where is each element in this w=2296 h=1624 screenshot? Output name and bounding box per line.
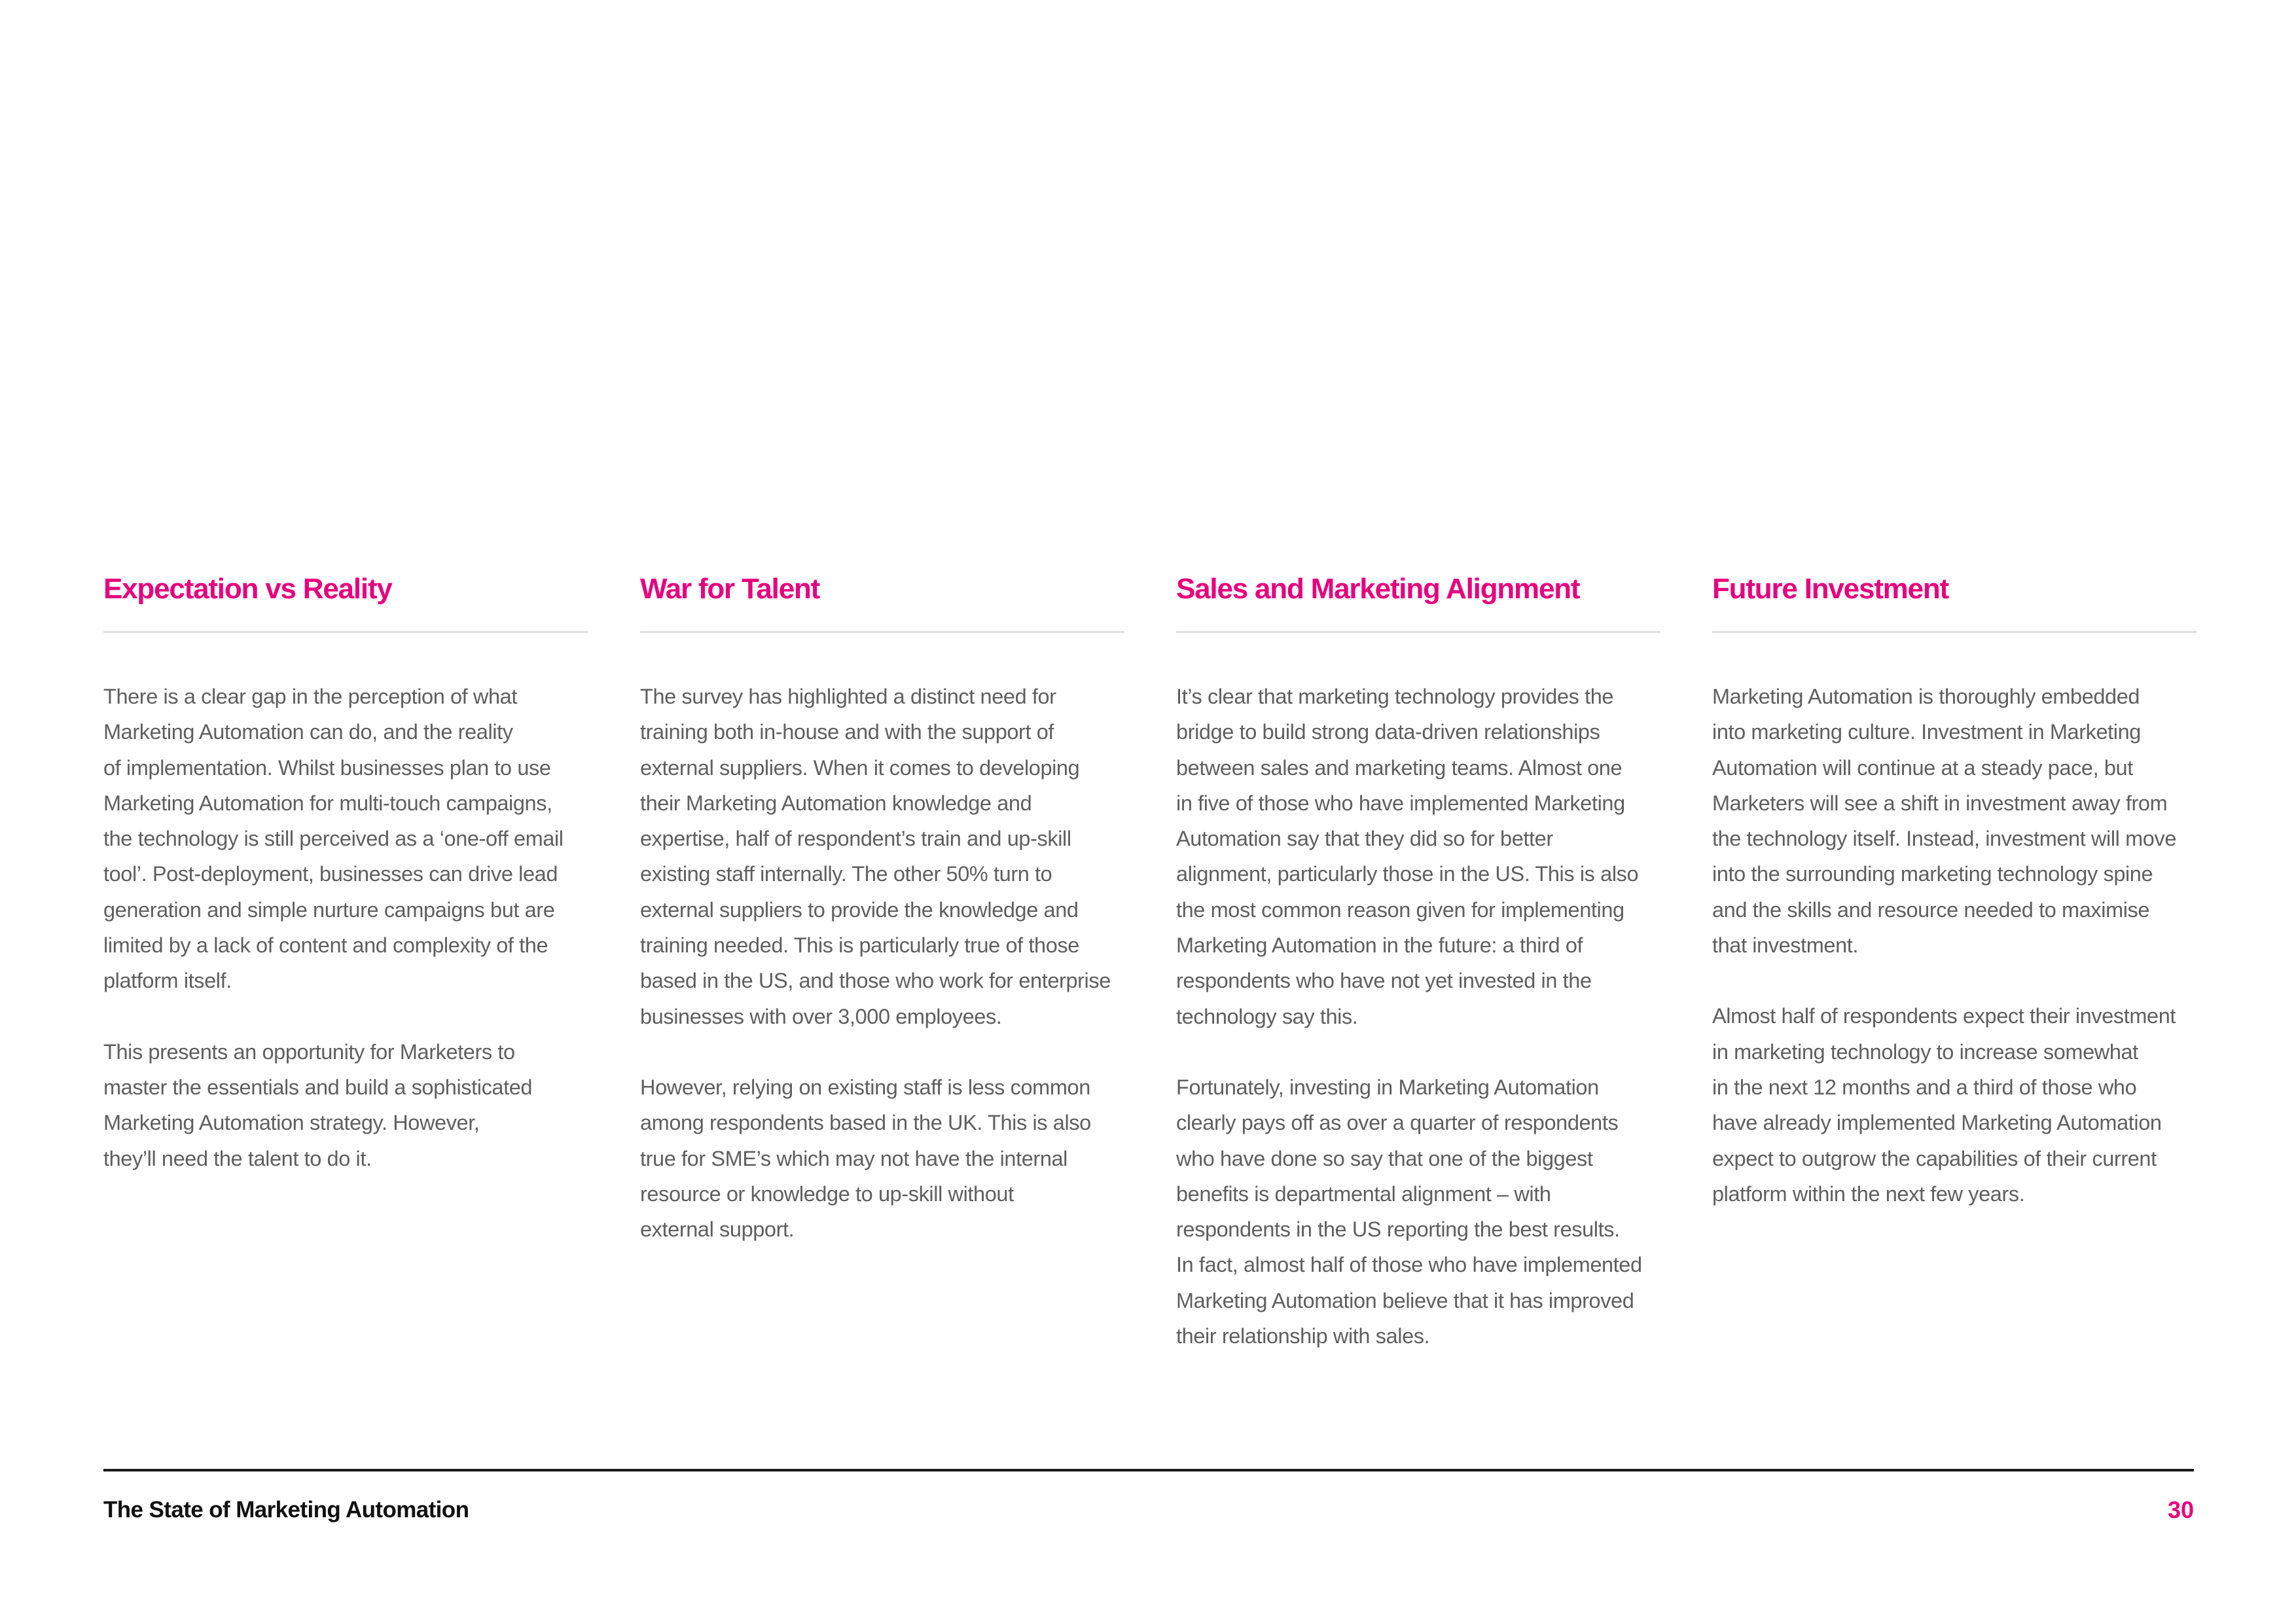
- text-line: the most common reason given for implementing: [1176, 897, 1624, 922]
- text-line: technology say this.: [1176, 1004, 1358, 1028]
- text-line: their Marketing Automation knowledge and: [640, 791, 1032, 815]
- column-divider: [1712, 631, 2197, 633]
- text-line: platform within the next few years.: [1712, 1182, 2025, 1206]
- text-line: However, relying on existing staff is less common: [640, 1075, 1090, 1099]
- text-line: alignment, particularly those in the US. This is also: [1176, 862, 1639, 886]
- text-line: true for SME’s which may not have the internal: [640, 1146, 1067, 1170]
- text-line: Fortunately, investing in Marketing Automation: [1176, 1075, 1599, 1099]
- column-divider: [103, 631, 588, 633]
- text-line: based in the US, and those who work for enterprise: [640, 969, 1111, 993]
- text-line: among respondents based in the UK. This is also: [640, 1111, 1091, 1135]
- text-line: businesses with over 3,000 employees.: [640, 1004, 1002, 1028]
- text-line: their relationship with sales.: [1176, 1324, 1430, 1348]
- column-body: [640, 679, 1124, 1247]
- text-line: have already implemented Marketing Automation: [1712, 1111, 2162, 1135]
- text-line: Automation say that they did so for better: [1176, 827, 1553, 851]
- text-line: expertise, half of respondent’s train and up-skill: [640, 827, 1071, 851]
- text-line: training needed. This is particularly true of those: [640, 933, 1079, 958]
- text-line: limited by a lack of content and complexity of the: [103, 933, 548, 958]
- text-line: There is a clear gap in the perception of what: [103, 685, 517, 708]
- text-line: external suppliers to provide the knowledge and: [640, 897, 1079, 922]
- text-line: they’ll need the talent to do it.: [103, 1146, 372, 1170]
- text-line: and the skills and resource needed to maximise: [1712, 897, 2150, 922]
- column-body: [1176, 679, 1660, 1354]
- text-line: external support.: [640, 1218, 795, 1242]
- text-line: into marketing culture. Investment in Marketing: [1712, 720, 2141, 744]
- text-line: The survey has highlighted a distinct need for: [640, 685, 1056, 708]
- text-line: master the essentials and build a sophisticated: [103, 1075, 533, 1099]
- footer-divider: [103, 1469, 2194, 1471]
- text-line: Marketers will see a shift in investment away from: [1712, 791, 2168, 815]
- text-line: in marketing technology to increase somewhat: [1712, 1039, 2138, 1064]
- text-line: platform itself.: [103, 969, 232, 993]
- text-line: existing staff internally. The other 50% turn to: [640, 862, 1052, 886]
- column-divider: [640, 631, 1124, 633]
- column-sales-and-marketing-alignment: [1176, 564, 1660, 1389]
- paragraph: [1712, 679, 2197, 963]
- text-line: into the surrounding marketing technology spine: [1712, 862, 2153, 886]
- text-line: Marketing Automation for multi-touch campaigns,: [103, 791, 552, 815]
- text-line: of implementation. Whilst businesses plan to use: [103, 755, 551, 780]
- text-line: that investment.: [1712, 933, 1859, 958]
- text-line: respondents who have not yet invested in the: [1176, 969, 1592, 993]
- text-line: Marketing Automation in the future: a third of: [1176, 933, 1583, 958]
- text-line: in five of those who have implemented Marketing: [1176, 791, 1625, 815]
- text-line: tool’. Post-deployment, businesses can drive lead: [103, 862, 558, 886]
- paragraph: [640, 679, 1124, 1034]
- column-body: [1712, 679, 2197, 1212]
- paragraph: [1176, 1070, 1660, 1354]
- column-body: [103, 679, 588, 1176]
- column-future-investment: [1712, 564, 2197, 1247]
- page-number: 30: [2167, 1496, 2194, 1523]
- paragraph: [103, 679, 588, 999]
- text-line: between sales and marketing teams. Almost one: [1176, 755, 1623, 780]
- text-line: who have done so say that one of the biggest: [1176, 1146, 1593, 1170]
- text-line: benefits is departmental alignment – with: [1176, 1182, 1551, 1206]
- text-line: Marketing Automation can do, and the reality: [103, 720, 513, 744]
- column-war-for-talent: [640, 564, 1124, 1282]
- text-line: generation and simple nurture campaigns but are: [103, 897, 555, 922]
- text-line: Marketing Automation strategy. However,: [103, 1111, 480, 1135]
- column-title: Sales and Marketing Alignment: [1176, 573, 1580, 605]
- text-line: Almost half of respondents expect their investment: [1712, 1004, 2176, 1028]
- text-line: the technology itself. Instead, investment will move: [1712, 827, 2177, 851]
- text-line: respondents in the US reporting the best results.: [1176, 1218, 1620, 1242]
- text-line: external suppliers. When it comes to developing: [640, 755, 1080, 780]
- content-columns: [0, 564, 2296, 1415]
- column-title: Expectation vs Reality: [103, 573, 392, 605]
- text-line: expect to outgrow the capabilities of their current: [1712, 1146, 2157, 1170]
- paragraph: [1176, 679, 1660, 1034]
- text-line: resource or knowledge to up-skill without: [640, 1182, 1014, 1206]
- column-divider: [1176, 631, 1660, 633]
- paragraph: [103, 1034, 588, 1176]
- text-line: This presents an opportunity for Marketers to: [103, 1039, 515, 1064]
- text-line: in the next 12 months and a third of those who: [1712, 1075, 2137, 1099]
- text-line: the technology is still perceived as a ‘one-off email: [103, 827, 564, 851]
- text-line: Marketing Automation is thoroughly embedded: [1712, 685, 2140, 708]
- paragraph: [1712, 998, 2197, 1212]
- paragraph: [640, 1070, 1124, 1247]
- text-line: clearly pays off as over a quarter of respondents: [1176, 1111, 1619, 1135]
- text-line: In fact, almost half of those who have implemented: [1176, 1253, 1642, 1277]
- column-title: War for Talent: [640, 573, 820, 605]
- column-title: Future Investment: [1712, 573, 1948, 605]
- text-line: Automation will continue at a steady pace, but: [1712, 755, 2133, 780]
- text-line: Marketing Automation believe that it has improved: [1176, 1288, 1634, 1312]
- text-line: bridge to build strong data-driven relationships: [1176, 720, 1600, 744]
- column-expectation-vs-reality: [103, 564, 588, 1212]
- footer-document-title: The State of Marketing Automation: [103, 1497, 469, 1523]
- text-line: It’s clear that marketing technology provides the: [1176, 685, 1614, 708]
- text-line: training both in-house and with the support of: [640, 720, 1054, 744]
